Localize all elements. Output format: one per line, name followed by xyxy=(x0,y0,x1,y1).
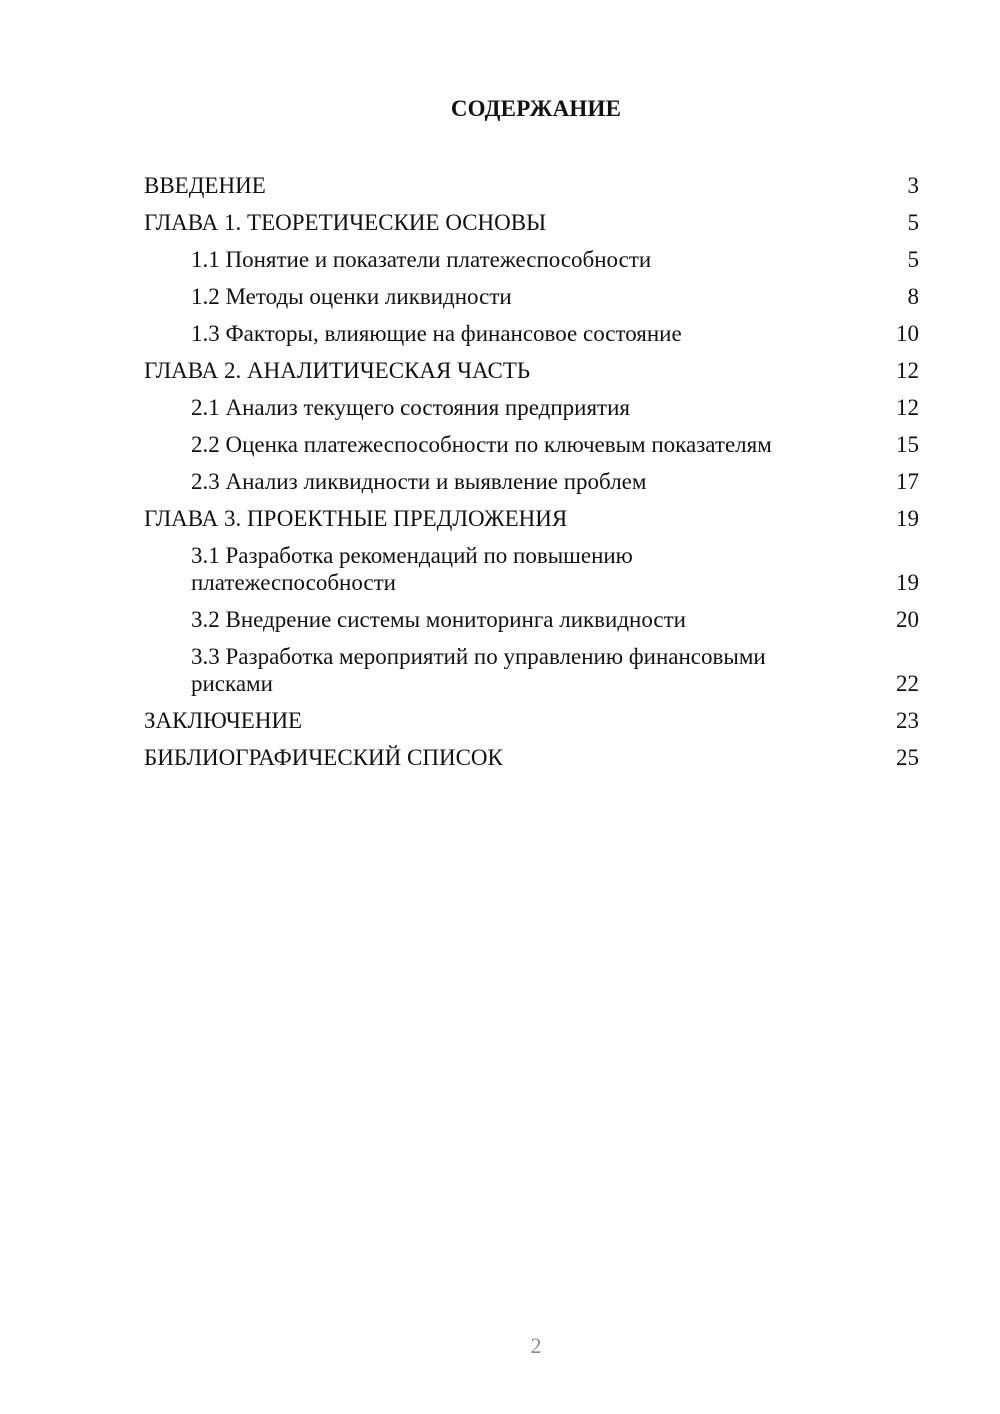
toc-entry-page-number: 19 xyxy=(896,570,919,595)
toc-entry-page-number: 12 xyxy=(896,358,919,383)
toc-entry-title: 3.3 Разработка мероприятий по управлению финансовыми рисками xyxy=(191,644,766,696)
toc-entry-title: 3.1 Разработка рекомендаций по повышению платежеспособности xyxy=(191,543,633,595)
toc-entry-title: 3.2 Внедрение системы мониторинга ликвидности xyxy=(191,607,686,632)
toc-entry-page-number: 23 xyxy=(896,708,919,733)
toc-entry-title: ГЛАВА 3. ПРОЕКТНЫЕ ПРЕДЛОЖЕНИЯ xyxy=(144,506,568,531)
toc-entry-title: ВВЕДЕНИЕ xyxy=(144,173,266,198)
toc-subsection-entry xyxy=(144,315,919,352)
toc-entry-page-number: 10 xyxy=(896,321,919,346)
toc-entry-title: 1.1 Понятие и показатели платежеспособности xyxy=(191,247,652,272)
toc-entry-title: 2.2 Оценка платежеспособности по ключевым показателям xyxy=(191,432,772,457)
toc-entry-page-number: 5 xyxy=(907,247,919,272)
toc-section-entry xyxy=(144,352,919,389)
toc-entry-page-number: 8 xyxy=(907,284,919,309)
toc-entry-page-number: 25 xyxy=(896,745,919,770)
toc-entry-page-number: 3 xyxy=(907,173,919,198)
toc-entry-title: 1.2 Методы оценки ликвидности xyxy=(191,284,512,309)
toc-section-entry xyxy=(144,739,919,776)
toc-entry-title: 1.3 Факторы, влияющие на финансовое состояние xyxy=(191,321,682,346)
toc-subsection-entry xyxy=(144,241,919,278)
toc-subsection-entry xyxy=(144,278,919,315)
toc-entry-page-number: 15 xyxy=(896,432,919,457)
toc-entry-title: ЗАКЛЮЧЕНИЕ xyxy=(144,708,303,733)
toc-entry-title: ГЛАВА 2. АНАЛИТИЧЕСКАЯ ЧАСТЬ xyxy=(144,358,531,383)
toc-entry-page-number: 19 xyxy=(896,506,919,531)
toc-entry-page-number: 22 xyxy=(896,671,919,696)
table-of-contents xyxy=(144,167,919,776)
toc-subsection-entry xyxy=(144,638,919,702)
page-number: 2 xyxy=(530,1333,542,1358)
toc-subsection-entry xyxy=(144,426,919,463)
toc-entry-title: БИБЛИОГРАФИЧЕСКИЙ СПИСОК xyxy=(144,745,503,770)
toc-entry-title: 2.1 Анализ текущего состояния предприятия xyxy=(191,395,630,420)
toc-entry-page-number: 17 xyxy=(896,469,919,494)
toc-subsection-entry xyxy=(144,537,919,601)
toc-entry-title: 2.3 Анализ ликвидности и выявление проблем xyxy=(191,469,647,494)
toc-entry-page-number: 12 xyxy=(896,395,919,420)
toc-subsection-entry xyxy=(144,389,919,426)
toc-section-entry xyxy=(144,500,919,537)
toc-section-entry xyxy=(144,167,919,204)
toc-subsection-entry xyxy=(144,601,919,638)
toc-section-entry xyxy=(144,702,919,739)
toc-section-entry xyxy=(144,204,919,241)
toc-entry-page-number: 20 xyxy=(896,607,919,632)
toc-title: СОДЕРЖАНИЕ xyxy=(450,96,622,121)
toc-entry-title: ГЛАВА 1. ТЕОРЕТИЧЕСКИЕ ОСНОВЫ xyxy=(144,210,547,235)
toc-subsection-entry xyxy=(144,463,919,500)
toc-entry-page-number: 5 xyxy=(907,210,919,235)
